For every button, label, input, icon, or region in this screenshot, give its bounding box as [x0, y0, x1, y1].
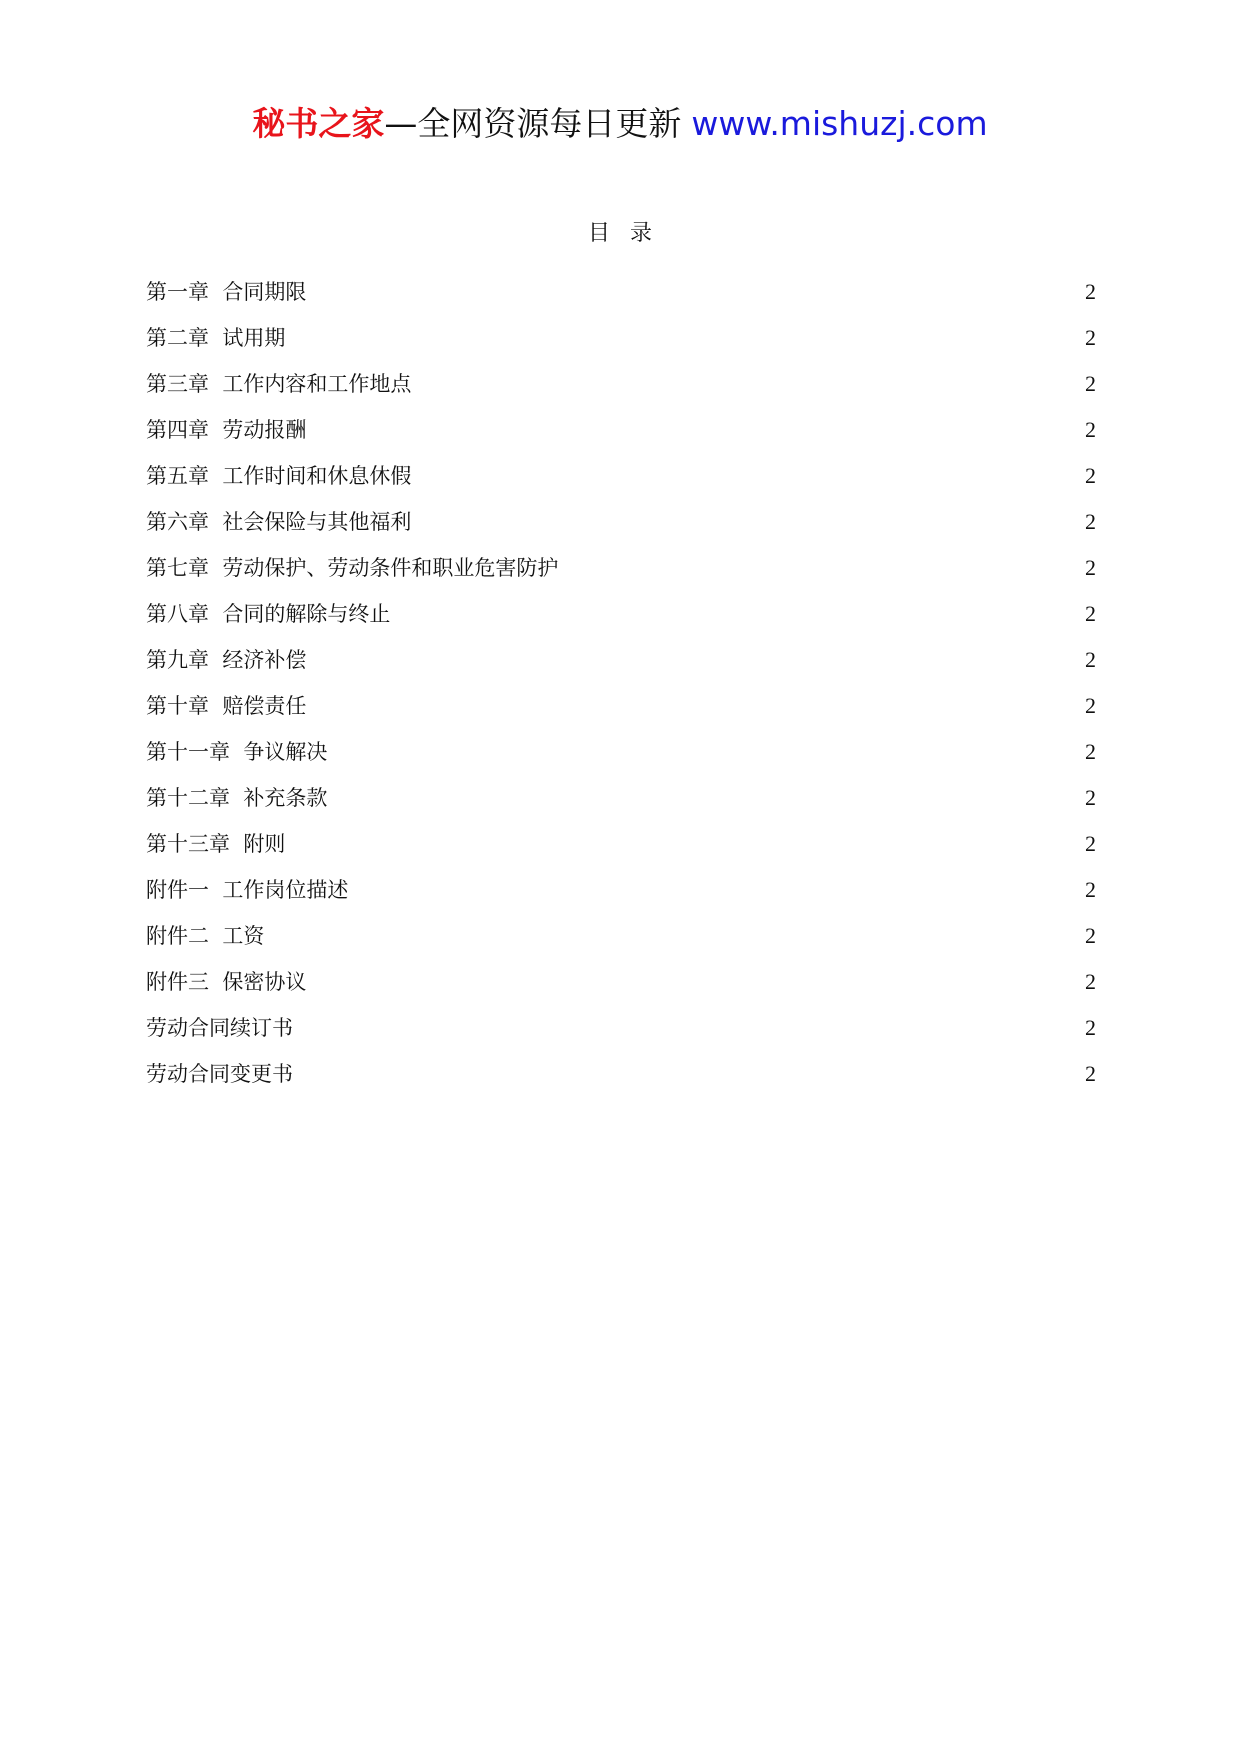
toc-entry-label: 第五章 工作时间和休息休假: [146, 464, 412, 488]
toc-entry-page: 2: [1085, 739, 1096, 764]
toc-entry[interactable]: [146, 962, 1096, 1008]
brand-slogan: —全网资源每日更新: [384, 104, 682, 143]
toc-title: 目录: [587, 221, 672, 246]
toc-entry[interactable]: [146, 594, 1096, 640]
toc-entry-label: 第四章 劳动报酬: [146, 418, 307, 442]
toc-entry-page: 2: [1085, 417, 1096, 442]
toc-entry[interactable]: [146, 456, 1096, 502]
toc-entry-page: 2: [1085, 509, 1096, 534]
toc-entry-page: 2: [1085, 969, 1096, 994]
toc-entry[interactable]: [146, 640, 1096, 686]
toc-entry-page: 2: [1085, 371, 1096, 396]
toc-entry-page: 2: [1085, 785, 1096, 810]
toc-entry-page: 2: [1085, 601, 1096, 626]
toc-entry[interactable]: [146, 272, 1096, 318]
table-of-contents: [146, 272, 1096, 1100]
toc-entry[interactable]: [146, 1008, 1096, 1054]
toc-entry-label: 第二章 试用期: [146, 326, 286, 350]
toc-entry-label: 劳动合同变更书: [146, 1062, 293, 1086]
toc-entry-label: 附件三 保密协议: [146, 970, 307, 994]
toc-entry-label: 第十章 赔偿责任: [146, 694, 307, 718]
toc-entry-page: 2: [1085, 555, 1096, 580]
toc-entry[interactable]: [146, 916, 1096, 962]
toc-entry-label: 附件二 工资: [146, 924, 265, 948]
toc-entry-label: 第九章 经济补偿: [146, 648, 307, 672]
toc-entry-page: 2: [1085, 923, 1096, 948]
toc-entry-label: 第六章 社会保险与其他福利: [146, 510, 412, 534]
toc-entry[interactable]: [146, 870, 1096, 916]
toc-entry-page: 2: [1085, 877, 1096, 902]
toc-entry-page: 2: [1085, 831, 1096, 856]
toc-entry-label: 第七章 劳动保护、劳动条件和职业危害防护: [146, 556, 559, 580]
toc-entry-label: 劳动合同续订书: [146, 1016, 293, 1040]
toc-entry-label: 第十三章 附则: [146, 832, 286, 856]
toc-entry-page: 2: [1085, 693, 1096, 718]
toc-entry-label: 第十一章 争议解决: [146, 740, 328, 764]
toc-entry-label: 第一章 合同期限: [146, 280, 307, 304]
toc-entry[interactable]: [146, 732, 1096, 778]
toc-entry[interactable]: [146, 410, 1096, 456]
header-banner: [0, 100, 1240, 148]
toc-entry[interactable]: [146, 364, 1096, 410]
toc-entry[interactable]: [146, 318, 1096, 364]
toc-entry[interactable]: [146, 548, 1096, 594]
toc-entry-label: 第八章 合同的解除与终止: [146, 602, 391, 626]
toc-entry-page: 2: [1085, 1061, 1096, 1086]
toc-entry-page: 2: [1085, 463, 1096, 488]
brand-name: 秘书之家: [252, 104, 385, 143]
toc-entry[interactable]: [146, 1054, 1096, 1100]
toc-entry-page: 2: [1085, 279, 1096, 304]
toc-entry[interactable]: [146, 778, 1096, 824]
toc-entry[interactable]: [146, 824, 1096, 870]
toc-entry-label: 附件一 工作岗位描述: [146, 878, 349, 902]
toc-entry-label: 第三章 工作内容和工作地点: [146, 372, 412, 396]
toc-entry-label: 第十二章 补充条款: [146, 786, 328, 810]
toc-entry-page: 2: [1085, 647, 1096, 672]
toc-entry-page: 2: [1085, 1015, 1096, 1040]
toc-entry-page: 2: [1085, 325, 1096, 350]
toc-entry[interactable]: [146, 686, 1096, 732]
site-link[interactable]: www.mishuzj.com: [691, 104, 988, 143]
toc-entry[interactable]: [146, 502, 1096, 548]
